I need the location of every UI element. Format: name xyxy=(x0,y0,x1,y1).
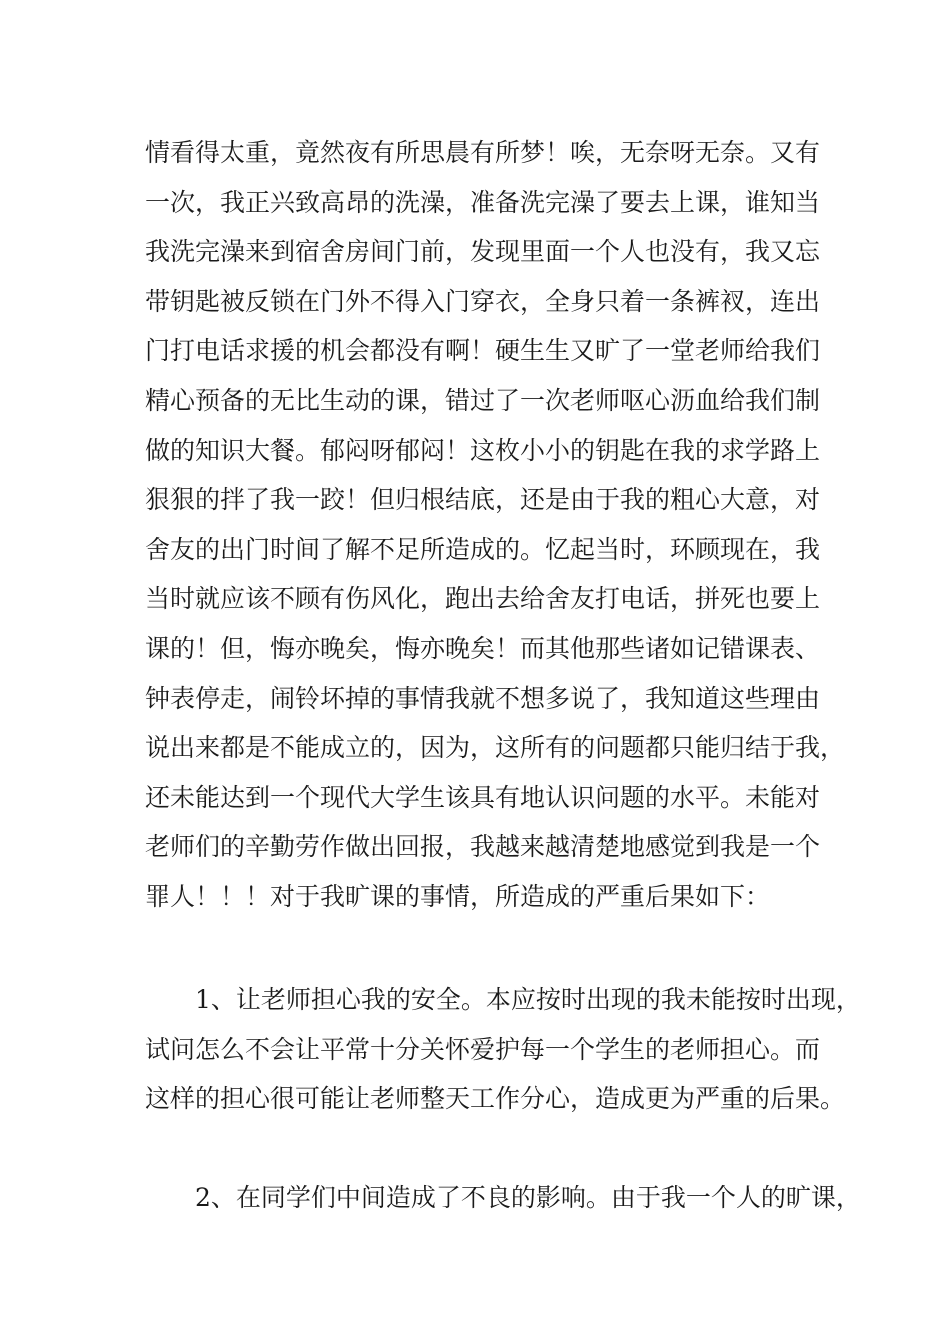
text-line: 舍友的出门时间了解不足所造成的。忆起当时，环顾现在，我 xyxy=(145,534,821,564)
text-line: 门打电话求援的机会都没有啊！硬生生又旷了一堂老师给我们 xyxy=(145,336,821,366)
text-line: 试问怎么不会让平常十分关怀爱护每一个学生的老师担心。而 xyxy=(145,1034,821,1064)
text-line: 做的知识大餐。郁闷呀郁闷！这枚小小的钥匙在我的求学路上 xyxy=(145,435,821,465)
paragraph-item-1 xyxy=(145,975,861,1124)
text-line: 1、让老师担心我的安全。本应按时出现的我未能按时出现， xyxy=(195,985,861,1014)
text-line: 一次，我正兴致高昂的洗澡，准备洗完澡了要去上课，谁知当 xyxy=(145,187,821,217)
text-line: 罪人！！！对于我旷课的事情，所造成的严重后果如下： xyxy=(145,881,771,911)
text-line: 精心预备的无比生动的课，错过了一次老师呕心沥血给我们制 xyxy=(145,385,821,415)
text-line: 当时就应该不顾有伤风化，跑出去给舍友打电话，拼死也要上 xyxy=(145,584,821,614)
text-line: 钟表停走，闹铃坏掉的事情我就不想多说了，我知道这些理由 xyxy=(145,683,821,713)
text-line: 情看得太重，竟然夜有所思晨有所梦！唉，无奈呀无奈。又有 xyxy=(145,138,821,167)
paragraph-item-2 xyxy=(145,1173,861,1223)
text-line: 还未能达到一个现代大学生该具有地认识问题的水平。未能对 xyxy=(145,782,821,812)
text-line: 我洗完澡来到宿舍房间门前，发现里面一个人也没有，我又忘 xyxy=(145,237,821,267)
text-line: 带钥匙被反锁在门外不得入门穿衣，全身只着一条裤衩，连出 xyxy=(145,286,821,316)
text-line: 2、在同学们中间造成了不良的影响。由于我一个人的旷课， xyxy=(195,1183,861,1212)
text-line: 狠狠的拌了我一跤！但归根结底，还是由于我的粗心大意，对 xyxy=(145,485,821,515)
text-line: 课的！但，悔亦晚矣，悔亦晚矣！而其他那些诸如记错课表、 xyxy=(145,633,821,663)
text-line: 老师们的辛勤劳作做出回报，我越来越清楚地感觉到我是一个 xyxy=(145,832,821,862)
text-line: 说出来都是不能成立的，因为，这所有的问题都只能归结于我， xyxy=(145,733,846,763)
paragraph-main xyxy=(145,128,845,922)
text-line: 这样的担心很可能让老师整天工作分心，造成更为严重的后果。 xyxy=(145,1084,846,1114)
